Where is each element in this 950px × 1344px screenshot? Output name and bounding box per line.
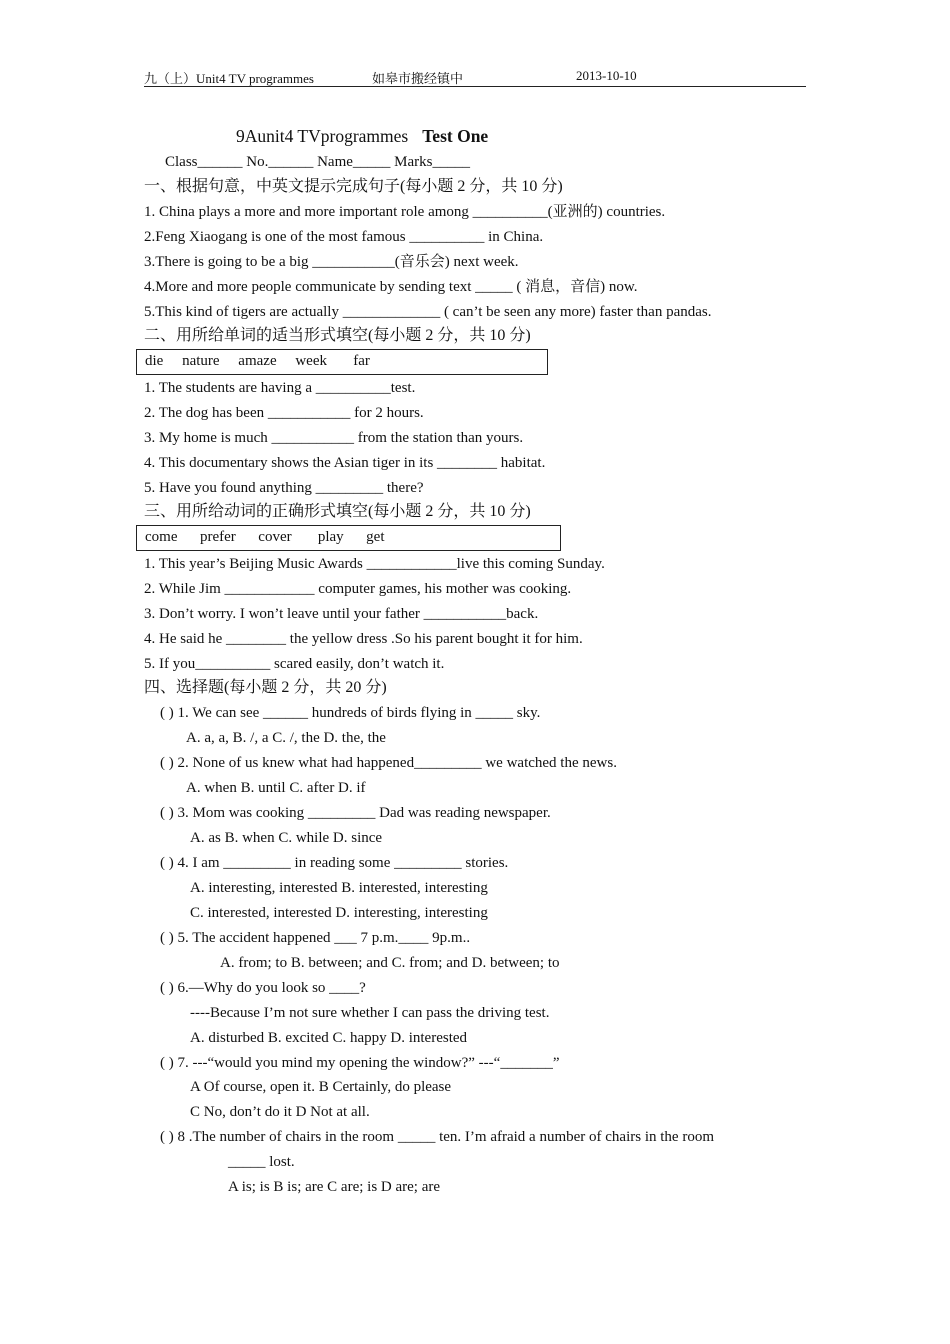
section1-item: 5.This kind of tigers are actually _____________ ( can’t be seen any more) faster than pandas. bbox=[144, 304, 712, 320]
header-date: 2013-10-10 bbox=[576, 68, 637, 83]
section3-item: 4. He said he ________ the yellow dress .So his parent bought it for him. bbox=[144, 631, 583, 647]
info-line: Class______ No.______ Name_____ Marks_____ bbox=[165, 154, 470, 170]
section2-item: 1. The students are having a __________test. bbox=[144, 380, 416, 396]
question-4-options-ab: A. interesting, interested B. interested, interesting bbox=[190, 880, 488, 896]
section3-heading: 三、用所给动词的正确形式填空(每小题 2 分，共 10 分) bbox=[144, 503, 531, 520]
section1-item: 2.Feng Xiaogang is one of the most famous __________ in China. bbox=[144, 229, 544, 245]
page-title bbox=[236, 126, 488, 146]
section2-item: 4. This documentary shows the Asian tiger in its ________ habitat. bbox=[144, 455, 546, 471]
question-4-options-cd: C. interested, interested D. interesting, interesting bbox=[190, 905, 488, 921]
section2-item: 3. My home is much ___________ from the station than yours. bbox=[144, 430, 524, 446]
question-1: ( ) 1. We can see ______ hundreds of birds flying in _____ sky. bbox=[160, 705, 541, 721]
section2-heading: 二、用所给单词的适当形式填空(每小题 2 分，共 10 分) bbox=[144, 327, 531, 344]
section4-heading: 四、选择题(每小题 2 分，共 20 分) bbox=[144, 679, 387, 696]
question-8-continued: _____ lost. bbox=[228, 1154, 295, 1170]
question-8-options: A is; is B is; are C are; is D are; are bbox=[228, 1179, 441, 1195]
section3-item: 5. If you__________ scared easily, don’t watch it. bbox=[144, 656, 445, 672]
section2-item: 5. Have you found anything _________ there? bbox=[144, 480, 424, 496]
question-2-options: A. when B. until C. after D. if bbox=[186, 780, 366, 796]
question-2: ( ) 2. None of us knew what had happened_________ we watched the news. bbox=[160, 755, 617, 771]
section2-word-box: die nature amaze week far bbox=[136, 349, 548, 375]
page-header bbox=[144, 66, 806, 87]
section1-item: 3.There is going to be a big ___________(音乐会) next week. bbox=[144, 254, 519, 270]
question-7: ( ) 7. ---“would you mind my opening the window?” ---“_______” bbox=[160, 1055, 560, 1071]
question-4: ( ) 4. I am _________ in reading some _________ stories. bbox=[160, 855, 509, 871]
question-6: ( ) 6.—Why do you look so ____? bbox=[160, 980, 366, 996]
question-3: ( ) 3. Mom was cooking _________ Dad was reading newspaper. bbox=[160, 805, 551, 821]
header-school: 如皋市搬经镇中 bbox=[372, 71, 464, 86]
question-5: ( ) 5. The accident happened ___ 7 p.m.____ 9p.m.. bbox=[160, 930, 471, 946]
section1-item: 4.More and more people communicate by sending text _____ ( 消息，音信) now. bbox=[144, 279, 638, 295]
question-6-reply: ----Because I’m not sure whether I can pass the driving test. bbox=[190, 1005, 550, 1021]
title-main: 9Aunit4 TVprogrammes bbox=[236, 126, 409, 146]
section1-item: 1. China plays a more and more important role among __________(亚洲的) countries. bbox=[144, 204, 666, 220]
section2-item: 2. The dog has been ___________ for 2 hours. bbox=[144, 405, 424, 421]
header-course: 九（上）Unit4 TV programmes bbox=[144, 71, 314, 86]
question-8: ( ) 8 .The number of chairs in the room _____ ten. I’m afraid a number of chairs in the room bbox=[160, 1129, 714, 1145]
section1-heading: 一、根据句意，中英文提示完成句子(每小题 2 分，共 10 分) bbox=[144, 178, 563, 195]
question-7-options-ab: A Of course, open it. B Certainly, do please bbox=[190, 1079, 452, 1095]
question-6-options: A. disturbed B. excited C. happy D. interested bbox=[190, 1030, 468, 1046]
section3-item: 1. This year’s Beijing Music Awards ____________live this coming Sunday. bbox=[144, 556, 605, 572]
section3-item: 2. While Jim ____________ computer games, his mother was cooking. bbox=[144, 581, 572, 597]
title-bold: Test One bbox=[422, 126, 489, 146]
question-3-options: A. as B. when C. while D. since bbox=[190, 830, 383, 846]
question-1-options: A. a, a, B. /, a C. /, the D. the, the bbox=[186, 730, 386, 746]
question-7-options-cd: C No, don’t do it D Not at all. bbox=[190, 1104, 370, 1120]
question-5-options: A. from; to B. between; and C. from; and D. between; to bbox=[220, 955, 560, 971]
section3-item: 3. Don’t worry. I won’t leave until your father ___________back. bbox=[144, 606, 539, 622]
section3-word-box: come prefer cover play get bbox=[136, 525, 561, 551]
